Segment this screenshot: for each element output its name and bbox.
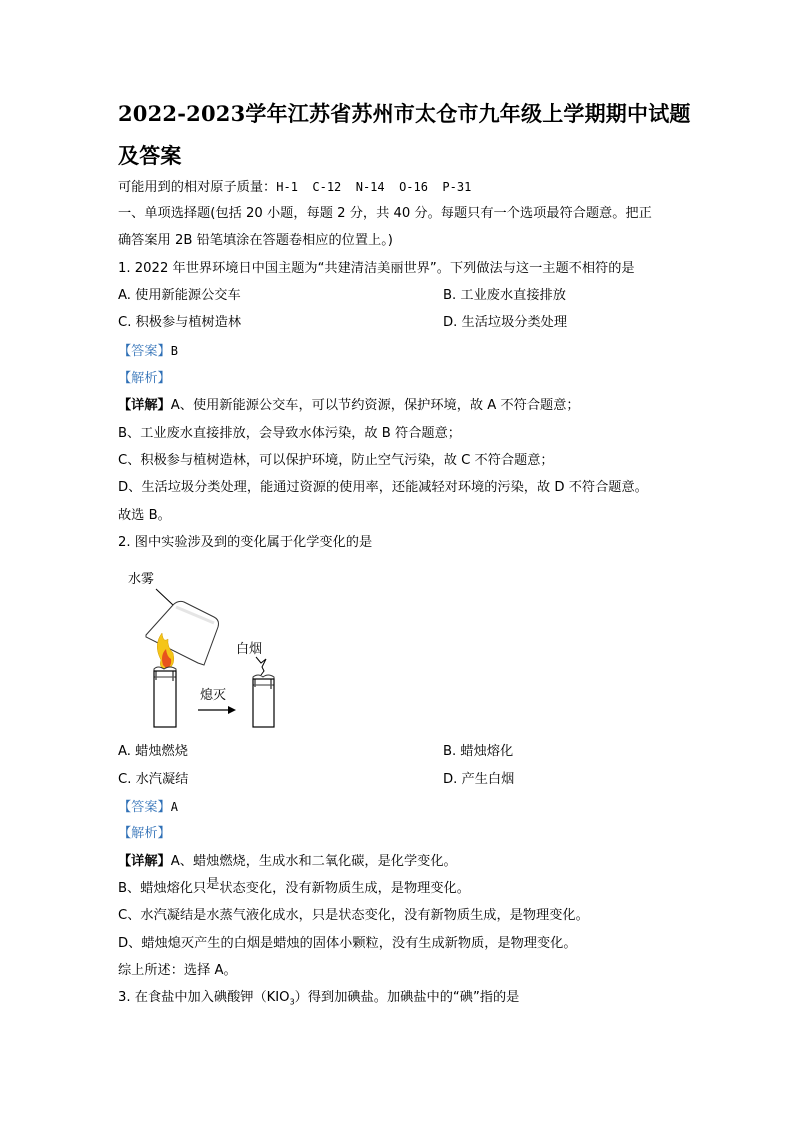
mist-label-text: 水雾 [128,572,155,587]
answer-label: 【答案】 [118,800,171,815]
question-2-detail-line1 [118,853,457,871]
section-heading-line2: 确答案用 2B 铅笔填涂在答题卷相应的位置上。) [118,233,393,248]
question-2-detail-line3: C、水汽凝结是水蒸气液化成水，只是状态变化，没有新物质生成，是物理变化。 [118,908,589,923]
question-3-stem-prefix: 3. 在食盐中加入碘酸钾（KIO [118,990,290,1005]
question-1-detail-line2: B、工业废水直接排放，会导致水体污染，故 B 符合题意； [118,426,461,441]
question-2-answer [118,798,178,817]
document-title-line1: 2022-2023学年江苏省苏州市太仓市九年级上学期期中试题 [118,101,691,126]
question-1-answer [118,342,178,361]
section-heading-line1: 一、单项选择题(包括 20 小题，每题 2 分，共 40 分。每题只有一个选项最符合题意。把正 [118,206,652,221]
question-3-stem [118,989,519,1012]
question-2-option-a: A. 蜡烛燃烧 [118,744,188,759]
detail-text-part2: 状态变化，没有新物质生成，是物理变化。 [219,881,470,896]
atomic-mass-values: H-1 C-12 N-14 O-16 P-31 [276,180,472,194]
question-1-option-c: C. 积极参与植树造林 [118,315,242,330]
question-1-stem: 1. 2022 年世界环境日中国主题为“共建清洁美丽世界”。下列做法与这一主题不相符的是 [118,261,635,276]
question-1-detail-line3: C、积极参与植树造林，可以保护环境，防止空气污染，故 C 不符合题意； [118,453,554,468]
question-1-detail-line4: D、生活垃圾分类处理，能通过资源的使用率，还能减轻对环境的污染，故 D 不符合题意。 [118,480,648,495]
question-2-option-b: B. 蜡烛熔化 [443,744,514,759]
arrow-right-icon [228,706,236,714]
question-2-option-d: D. 产生白烟 [443,772,515,787]
extinguish-label-text: 熄灭 [200,688,227,703]
detail-text: A、使用新能源公交车，可以节约资源，保护环境，故 A 不符合题意； [170,398,580,413]
question-1-option-b: B. 工业废水直接排放 [443,288,566,303]
question-2-analysis-label: 【解析】 [118,826,171,841]
question-1-analysis-label: 【解析】 [118,371,171,386]
question-2-conclusion: 综上所述：选择 A。 [118,963,237,978]
question-2-stem: 2. 图中实验涉及到的变化属于化学变化的是 [118,535,373,550]
detail-text: A、蜡烛燃烧，生成水和二氧化碳，是化学变化。 [170,854,457,869]
atomic-mass-label: 可能用到的相对原子质量： [118,180,277,195]
atomic-mass-line [118,178,471,197]
question-1-option-d: D. 生活垃圾分类处理 [443,315,568,330]
question-2-option-c: C. 水汽凝结 [118,772,189,787]
question-1-conclusion: 故选 B。 [118,508,171,523]
candle-experiment-figure [118,565,298,735]
question-2-detail-line4: D、蜡烛熄灭产生的白烟是蜡烛的固体小颗粒，没有生成新物质，是物理变化。 [118,936,577,951]
answer-value: B [170,344,178,358]
question-1-detail-line1 [118,397,580,415]
question-3-subscript: 3 [289,997,295,1007]
question-3-stem-suffix: ）得到加碘盐。加碘盐中的“碘”指的是 [294,990,520,1005]
question-1-option-a: A. 使用新能源公交车 [118,288,241,303]
answer-value: A [170,800,178,814]
question-2-detail-line2 [118,877,470,898]
candle-diagram [118,565,298,735]
document-title-line2: 及答案 [118,143,182,168]
smoke-label-text: 白烟 [236,642,263,657]
detail-raised-word: 是 [206,877,220,892]
answer-label: 【答案】 [118,344,171,359]
detail-text-part1: B、蜡烛熔化只 [118,881,207,896]
detail-label: 【详解】 [118,854,171,869]
detail-label: 【详解】 [118,398,171,413]
